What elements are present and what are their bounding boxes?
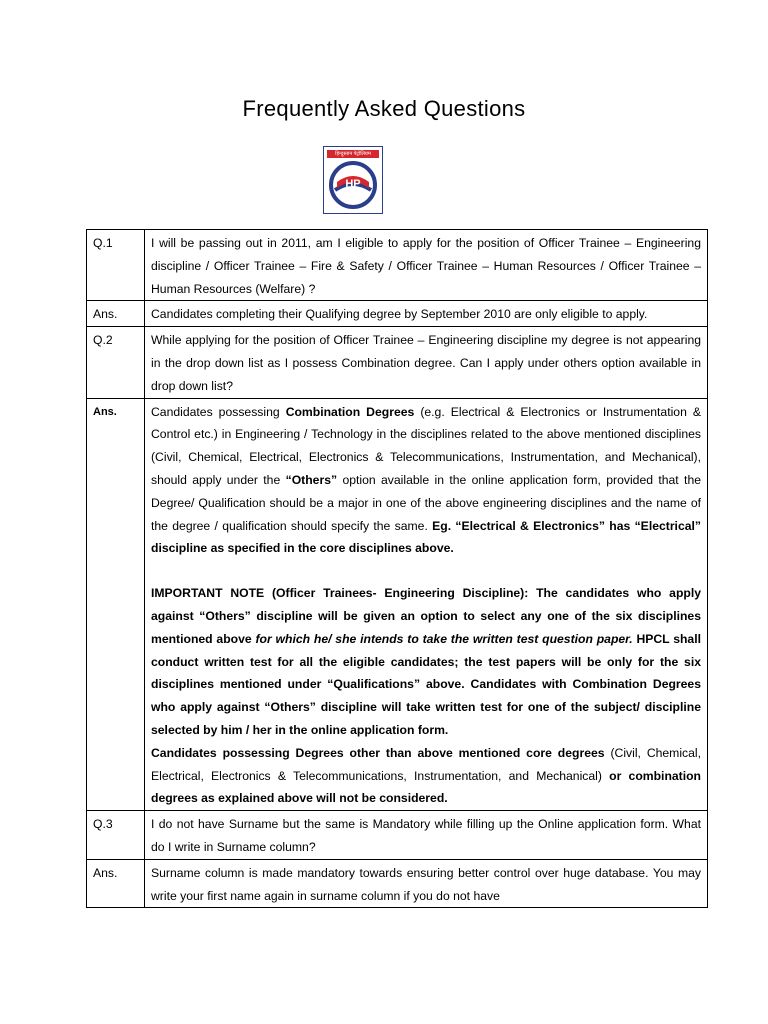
answer-paragraph (151, 401, 701, 561)
row-label: Ans. (87, 301, 145, 327)
page-title: Frequently Asked Questions (242, 96, 526, 121)
question-text: I do not have Surname but the same is Mandatory while filling up the Online application form. What do I write in Surname column? (145, 811, 708, 860)
bold-text: Eg. “Electrical & Electronics” has “Electrical” discipline as specified in the core disciplines above. (151, 518, 701, 556)
logo-band-text: हिन्दुस्तान पेट्रोलियम (327, 150, 379, 158)
bold-italic-text: for which he/ she intends to take the written test question paper. (255, 631, 633, 646)
answer-text: Candidates completing their Qualifying degree by September 2010 are only eligible to apply. (145, 301, 708, 327)
row-label: Ans. (87, 859, 145, 908)
table-row (87, 859, 708, 908)
text-run: (Civil, Chemical, Electrical, Electronics & Telecommunications, Instrumentation, and Mechanical) (151, 745, 702, 783)
table-row (87, 301, 708, 327)
table-row (87, 398, 708, 811)
row-label: Q.2 (87, 327, 145, 398)
question-text: I will be passing out in 2011, am I eligible to apply for the position of Officer Trainee – Engineering discipline / Officer Trainee – Fire & Safety / Officer Trainee – Human Resources / Officer Trainee – Human Resources (Welfare) ? (145, 230, 708, 301)
row-label: Ans. (87, 398, 145, 811)
important-note (151, 582, 701, 742)
answer-text (145, 398, 708, 811)
bold-text: Combination Degrees (285, 404, 415, 419)
bold-text: IMPORTANT NOTE (Officer Trainees- Engineering Discipline): The candidates who apply against “Others” discipline will be given an option to select any one of the six disciplines mentioned above (151, 586, 701, 646)
text-run: option available in the online application form, provided that the Degree/ Qualification should be a major in one of the above engineering disciplines and the name of the degree / qualification should specify the same. (151, 472, 701, 533)
logo-letters: HP (345, 178, 361, 190)
row-label: Q.1 (87, 230, 145, 301)
paragraph-spacer (151, 560, 701, 582)
faq-table (86, 229, 708, 908)
table-row (87, 327, 708, 398)
row-label: Q.3 (87, 811, 145, 860)
bold-text: HPCL shall conduct written test for all the eligible candidates; the test papers will be only for the six disciplines mentioned under “Qualifications” above. Candidates with Combination Degrees who apply against “Others” discipline will take written test for one of the subject/ discipline selected by him / her in the online application form. (151, 631, 701, 737)
bold-text: or combination degrees as explained above will not be considered. (151, 768, 702, 806)
table-row (87, 811, 708, 860)
text-run: Candidates possessing (151, 404, 286, 419)
answer-text: Surname column is made mandatory towards ensuring better control over huge database. You may write your first name again in surname column if you do not have (145, 859, 708, 908)
answer-paragraph (151, 742, 701, 810)
bold-text: Candidates possessing Degrees other than above mentioned core degrees (151, 745, 605, 760)
table-row (87, 230, 708, 301)
bold-text: “Others” (285, 472, 338, 487)
hpcl-logo-icon (328, 160, 378, 210)
hpcl-logo (323, 146, 383, 214)
question-text: While applying for the position of Officer Trainee – Engineering discipline my degree is not appearing in the drop down list as I possess Combination degree. Can I apply under others option available in drop down list? (145, 327, 708, 398)
text-run: (e.g. Electrical & Electronics or Instrumentation & Control etc.) in Engineering / Technology in the disciplines related to the above mentioned disciplines (Civil, Chemical, Electrical, Electronics & Telecommunications, Instrumentation, and Mechanical), should apply under the (151, 404, 702, 487)
